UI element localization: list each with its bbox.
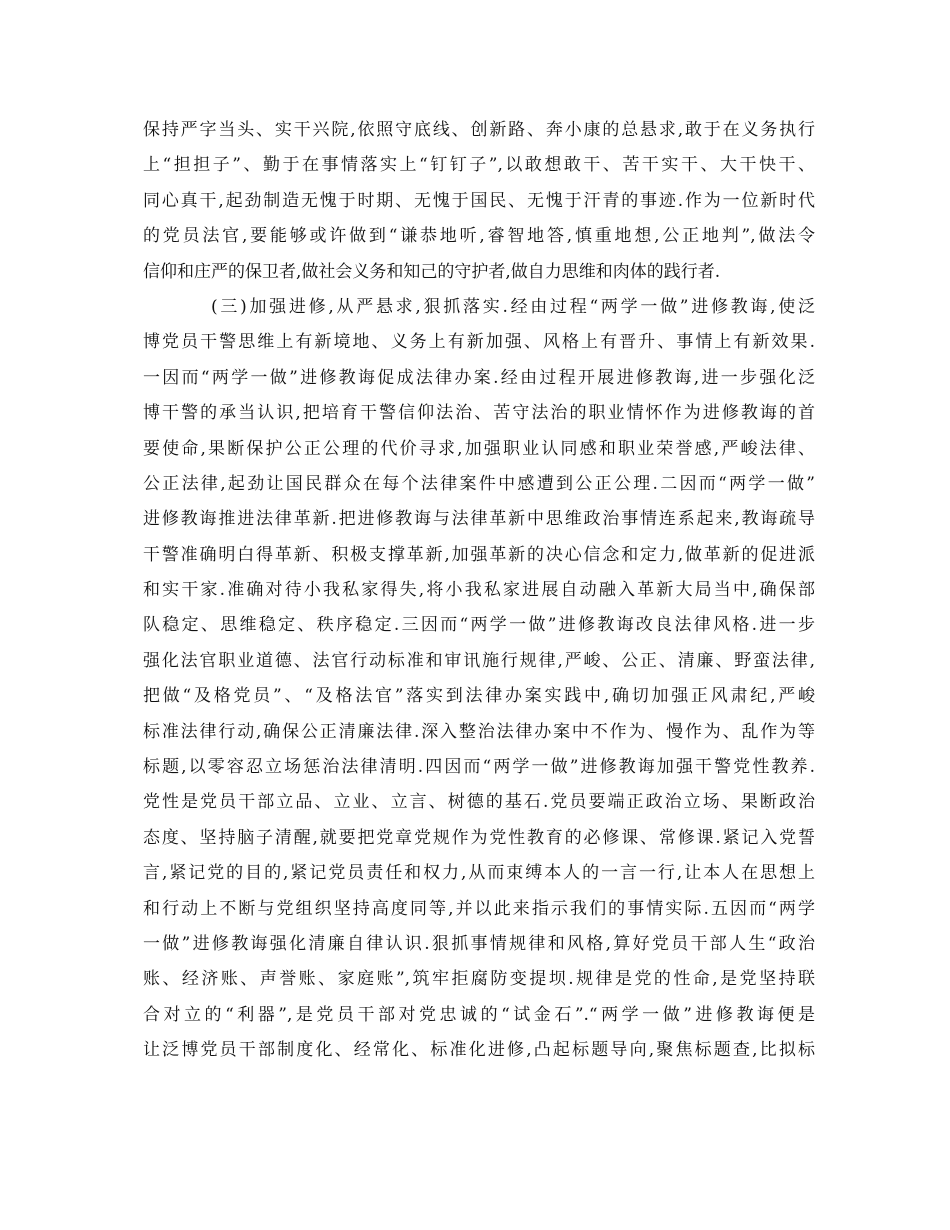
text-line: 和行动上不断与党组织坚持高度同等,并以此来指示我们的事情实际.五因而“两学 <box>143 898 815 919</box>
text-line: 的党员法官,要能够或许做到“谦恭地听,睿智地答,慎重地想,公正地判”,做法令 <box>143 226 815 247</box>
text-line: 博干警的承当认识,把培育干警信仰法治、苦守法治的职业情怀作为进修教诲的首 <box>143 403 815 424</box>
text-line: 公正法律,起劲让国民群众在每个法律案件中感遭到公正公理.二因而“两学一做” <box>143 473 815 494</box>
text-line: 党性是党员干部立品、立业、立言、树德的基石.党员要端正政治立场、果断政治 <box>143 792 815 813</box>
text-line: 让泛博党员干部制度化、经常化、标准化进修,凸起标题导向,聚焦标题查,比拟标 <box>143 1040 815 1061</box>
text-line: 和实干家.准确对待小我私家得失,将小我私家进展自动融入革新大局当中,确保部 <box>143 580 815 601</box>
body-text <box>143 113 815 1069</box>
text-line: 干警准确明白得革新、积极支撑革新,加强革新的决心信念和定力,做革新的促进派 <box>143 544 815 565</box>
section-heading-line: (三)加强进修,从严悬求,狠抓落实.经由过程“两学一做”进修教诲,使泛 <box>211 296 815 317</box>
text-line: 队稳定、思维稳定、秩序稳定.三因而“两学一做”进修教诲改良法律风格.进一步 <box>143 615 815 636</box>
text-line: 上“担担子”、勤于在事情落实上“钉钉子”,以敢想敢干、苦干实干、大干快干、 <box>143 155 815 176</box>
text-line: 合对立的“利器”,是党员干部对党忠诚的“试金石”.“两学一做”进修教诲便是 <box>143 1004 815 1025</box>
text-line: 态度、坚持脑子清醒,就要把党章党规作为党性教育的必修课、常修课.紧记入党誓 <box>143 827 815 848</box>
text-line: 一因而“两学一做”进修教诲促成法律办案.经由过程开展进修教诲,进一步强化泛 <box>143 367 815 388</box>
text-line: 保持严字当头、实干兴院,依照守底线、创新路、奔小康的总悬求,敢于在义务执行 <box>143 120 815 140</box>
text-line: 信仰和庄严的保卫者,做社会义务和知己的守护者,做自力思维和肉体的践行者. <box>143 261 721 282</box>
text-line: 博党员干警思维上有新境地、义务上有新加强、风格上有晋升、事情上有新效果. <box>143 332 815 353</box>
text-line: 一做”进修教诲强化清廉自律认识.狠抓事情规律和风格,算好党员干部人生“政治 <box>143 933 815 954</box>
text-line: 账、经济账、声誉账、家庭账”,筑牢拒腐防变提坝.规律是党的性命,是党坚持联 <box>143 969 815 990</box>
text-line: 要使命,果断保护公正公理的代价寻求,加强职业认同感和职业荣誉感,严峻法律、 <box>143 438 815 459</box>
text-line: 同心真干,起劲制造无愧于时期、无愧于国民、无愧于汗青的事迹.作为一位新时代 <box>143 190 815 211</box>
text-line: 标准法律行动,确保公正清廉法律.深入整治法律办案中不作为、慢作为、乱作为等 <box>143 721 815 742</box>
text-line: 把做“及格党员”、“及格法官”落实到法律办案实践中,确切加强正风肃纪,严峻 <box>143 686 815 707</box>
text-line: 进修教诲推进法律革新.把进修教诲与法律革新中思维政治事情连系起来,教诲疏导 <box>143 509 815 530</box>
text-line: 强化法官职业道德、法官行动标准和审讯施行规律,严峻、公正、清廉、野蛮法律, <box>143 650 815 671</box>
text-line: 标题,以零容忍立场惩治法律清明.四因而“两学一做”进修教诲加强干警党性教养. <box>143 757 815 778</box>
text-line: 言,紧记党的目的,紧记党员责任和权力,从而束缚本人的一言一行,让本人在思想上 <box>143 863 815 884</box>
